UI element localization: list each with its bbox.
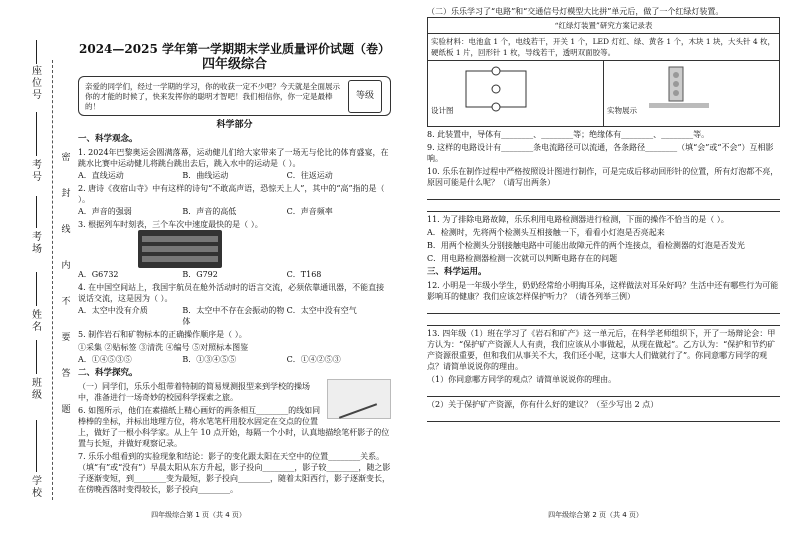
question-2-options: A．声音的强弱 B．声音的高低 C．声音频率 — [78, 207, 333, 216]
question-11-option-b: B．用两个检测头分别接触电路中可能出故障元件的两个连接点，看检测器的灯泡是否发光 — [427, 241, 745, 250]
question-3: 3. 根据列车时刻表，三个车次中速度最快的是（ ）。 — [78, 220, 263, 229]
device-photo — [639, 63, 719, 113]
question-6: 6. 如图所示，他们在素描纸上精心画好的两条相互________的线如同棒棒的坐标，并标出地理方位，将水笔笔杆用胶水固定在交点的位置上，做好了一根小科学家。从上午 10 点开始，每隔一个小时，认真地描绘笔杆影子的位置与长短，并做好观察记录。 — [78, 406, 390, 448]
exam-no-line — [36, 112, 37, 156]
answer-line[interactable] — [427, 314, 780, 326]
label-name: 姓名 — [32, 310, 42, 333]
record-table — [427, 17, 780, 127]
design-cell: 设计图 — [428, 61, 604, 127]
question-3-options: A．G6732 B．G792 C．T168 — [78, 270, 322, 279]
notice-text: 亲爱的同学们，经过一学期的学习，你的收获一定不少吧？今天就是全面展示你的才能的时候了，快来发挥你的聪明才智吧！我们相信你，你一定是最棒的！ — [85, 82, 340, 111]
class-line — [36, 340, 37, 374]
seat-line — [36, 40, 37, 64]
question-9: 9. 这样的电路设计有________条电流路径可以流通，各条路径________（填“会”或“不会”）互相影响。 — [427, 143, 774, 163]
question-11: 11. 为了排除电路故障，乐乐利用电路检测器进行检测，下面的操作不恰当的是（ ）。 — [427, 215, 729, 224]
shadow-experiment-image — [327, 379, 391, 419]
circuit-diagram — [456, 63, 536, 113]
exam-room-line — [36, 196, 37, 228]
question-5: 5. 制作岩石和矿物标本的正确操作顺序是（ ）。 — [78, 330, 247, 339]
sub-intro-2: （二）乐乐学习了“电路”和“交通信号灯模型大比拼”单元后，做了一个红绿灯装置。 — [427, 7, 724, 16]
label-exam-room: 考场 — [32, 232, 42, 255]
question-11-option-a: A．检测时，先将两个检测头互相接触一下，看看小灯泡是否亮起来 — [427, 228, 665, 237]
label-exam-no: 考号 — [32, 160, 42, 183]
answer-line[interactable] — [427, 410, 780, 422]
label-seat: 座位号 — [32, 66, 42, 101]
page-footer-1: 四年级综合第 1 页（共 4 页） — [151, 511, 246, 519]
grade-box: 等级 — [348, 80, 382, 113]
page-footer-2: 四年级综合第 2 页（共 4 页） — [548, 511, 643, 519]
question-4: 4. 在中国空间站上，我国宇航员在舱外活动时的语言交流，必须依靠通讯器，不能直接说话交流，这是因为（ ）。 — [78, 283, 385, 303]
name-line — [36, 272, 37, 306]
seal-dashed-line — [52, 60, 53, 500]
question-5-options: A．①④⑤③⑤ B．①③④⑤⑤ C．①④②⑤③ — [78, 355, 341, 364]
question-11-option-c: C．用电路检测器检测一次就可以判断电路存在的问题 — [427, 254, 618, 263]
seal-warning: 密 封 线 内 不 要 答 题 — [61, 153, 71, 415]
answer-line[interactable] — [427, 188, 780, 200]
school-line — [36, 420, 37, 472]
question-13-part-2: （2）关于保护矿产资源，你有什么好的建议？（至少写出 2 点） — [427, 400, 659, 409]
binding-margin — [0, 0, 70, 536]
label-school: 学校 — [32, 476, 42, 499]
question-7: 7. 乐乐小组看到的实验现象和结论：影子的变化跟太阳在天空中的位置________关系。（填“有”或“没有”）早晨太阳从东方升起，影子投向________，影子较________，随之影子逐渐变短，到________变为最短，影子投向________，随着太阳西行，影子逐渐变长，在傍晚西落时变得较长，影子投向________。 — [78, 452, 391, 494]
label-class: 班级 — [32, 378, 42, 401]
part-2-heading: 二、科学探究。 — [78, 368, 138, 378]
question-13-part-1: （1）你同意哪方同学的观点？请简单说说你的理由。 — [427, 375, 617, 384]
question-12: 12. 小明是一年级小学生，奶奶经常给小明掏耳朵，这样做法对耳朵好吗？生活中还有哪些行为可能影响耳的健康？我们应该怎样保护听力？（请各列举三例） — [427, 281, 779, 301]
section-title: 科学部分 — [216, 120, 253, 130]
question-1: 1. 2024年巴黎奥运会圆满落幕，运动健儿们给大家带来了一场无与伦比的体育盛宴，在跳水比赛中运动健儿将跳台跳出去后，跳入水中的运动是（ ）。 — [78, 148, 389, 168]
answer-line[interactable] — [427, 385, 780, 397]
table-title: “红绿灯装置”研究方案记录表 — [428, 18, 780, 34]
question-5-steps: ①采集 ②贴标签 ③清洗 ④编号 ⑤对照标本图鉴 — [78, 343, 249, 352]
answer-line[interactable] — [427, 200, 780, 212]
materials-cell: 实验材料：电池盒 1 个，电线若干，开关 1 个，LED 灯红、绿、黄各 1 个，木块 1 块，大头针 4 枚，硬纸板 1 片，回形针 1 枚，导线若干，透明双面胶等。 — [428, 34, 780, 61]
exam-title: 2024—2025 学年第一学期期末学业质量评价试题（卷） — [79, 42, 390, 56]
right-content — [427, 4, 780, 422]
part-1-heading: 一、科学观念。 — [78, 134, 138, 144]
train-timetable-image — [138, 230, 222, 268]
exam-subtitle: 四年级综合 — [201, 57, 267, 72]
question-8: 8. 此装置中，导体有________、________等；绝缘体有________、________等。 — [427, 130, 710, 139]
question-2: 2. 唐诗《夜宿山寺》中有这样的诗句“不敢高声语，恐惊天上人”，其中的“高”指的是（ ）。 — [78, 184, 385, 204]
question-1-options: A．直线运动 B．曲线运动 C．往返运动 — [78, 171, 333, 180]
sub-intro-1: （一）同学们，乐乐小组带着特制的简易规测报型来到学校的操场中，准备进行一场奇妙的校园科学探索之旅。 — [78, 382, 310, 402]
answer-line[interactable] — [427, 302, 780, 314]
question-4-options: A．太空中没有介质 B．太空中不存在会振动的物体 C．太空中没有空气 — [78, 306, 357, 326]
notice-box — [78, 76, 391, 116]
page-right — [397, 0, 794, 536]
left-content — [78, 20, 391, 495]
part-3-heading: 三、科学运用。 — [427, 267, 487, 277]
photo-cell: 实物展示 — [604, 61, 780, 127]
question-13: 13. 四年级（1）班在学习了《岩石和矿产》这一单元后，在科学老师组织下，开了一场辩论会：甲方认为：“保护矿产资源人人有责，我们应该从小事做起，从现在做起”。乙方认为：“保护和节约矿产资源很重要，但和我们从事关不大，我们还小呢，这事大人们做就行了”。你同意哪方同学的观点？请简单说说你的理由。 — [427, 329, 776, 371]
question-10: 10. 乐乐在制作过程中严格按照设计图进行制作，可是完成后移动回形针的位置，所有灯泡都不亮，原因可能是什么呢？（请写出两条） — [427, 167, 779, 187]
